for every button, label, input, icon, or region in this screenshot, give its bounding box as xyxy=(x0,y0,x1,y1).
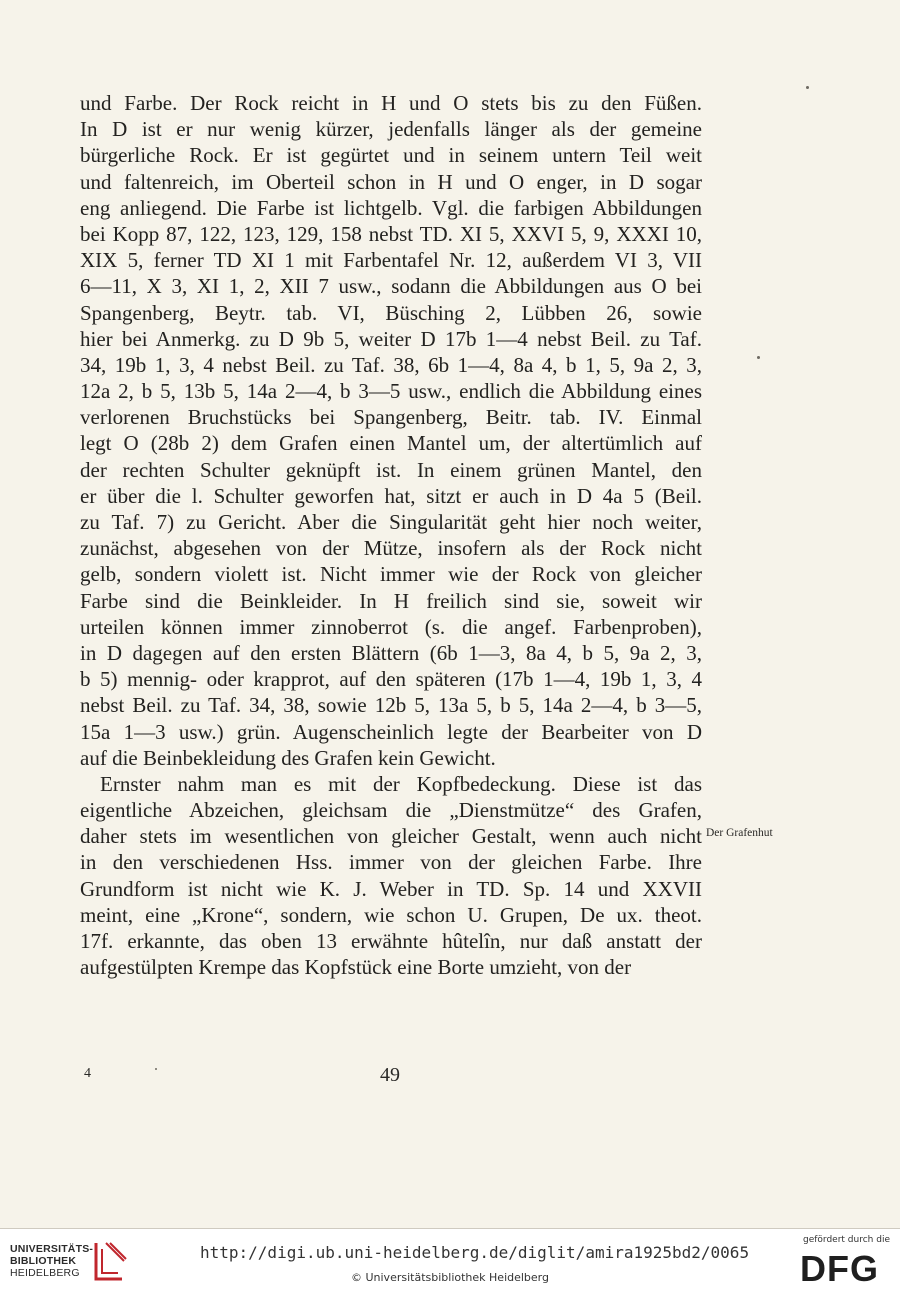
scan-speck xyxy=(155,1068,157,1070)
text-line: daher stets im wesentlichen von gleicher Gestalt, wenn auch nicht xyxy=(80,824,702,849)
text-line: und Farbe. Der Rock reicht in H und O stets bis zu den Füßen. xyxy=(80,91,702,115)
dfg-logo-text: DFG xyxy=(800,1249,879,1285)
text-line: zunächst, abgesehen von der Mütze, insofern als der Rock nicht xyxy=(80,536,702,561)
text-line: auf die Beinbekleidung des Grafen kein Gewicht. xyxy=(80,745,496,770)
text-line: Spangenberg, Beytr. tab. VI, Büsching 2, Lübben 26, sowie xyxy=(80,300,702,325)
body-text xyxy=(80,90,702,980)
margin-note: Der Grafenhut xyxy=(706,827,773,839)
text-line: bei Kopp 87, 122, 123, 129, 158 nebst TD. XI 5, XXVI 5, 9, XXXI 10, xyxy=(80,221,702,246)
library-name-line: BIBLIOTHEK xyxy=(10,1255,77,1267)
text-line: meint, eine „Krone“, sondern, wie schon U. Grupen, De ux. theot. xyxy=(80,902,702,927)
text-line: 12a 2, b 5, 13b 5, 14a 2—4, b 3—5 usw., endlich die Abbildung eines xyxy=(80,379,702,404)
text-line: 6—11, X 3, XI 1, 2, XII 7 usw., sodann die Abbildungen aus O bei xyxy=(80,274,702,299)
copyright-notice: © Universitätsbibliothek Heidelberg xyxy=(350,1271,549,1284)
text-line: eigentliche Abzeichen, gleichsam die „Dienstmütze“ des Grafen, xyxy=(80,798,702,823)
text-line: hier bei Anmerkg. zu D 9b 5, weiter D 17b 1—4 nebst Beil. zu Taf. xyxy=(80,326,702,351)
dfg-logo[interactable] xyxy=(794,1235,890,1287)
text-line: urteilen können immer zinnoberrot (s. die angef. Farbenproben), xyxy=(80,614,702,639)
text-line: 34, 19b 1, 3, 4 nebst Beil. zu Taf. 38, 6b 1—4, 8a 4, b 1, 5, 9a 2, 3, xyxy=(80,352,702,377)
text-line: Ernster nahm man es mit der Kopfbedeckung. Diese ist das xyxy=(100,771,702,796)
text-line: er über die l. Schulter geworfen hat, sitzt er auch in D 4a 5 (Beil. xyxy=(80,483,702,508)
text-line: und faltenreich, im Oberteil schon in H und O enger, in D sogar xyxy=(80,169,702,194)
text-line: 17f. erkannte, das oben 13 erwähnte hûtelîn, nur daß anstatt der xyxy=(80,929,702,953)
dfg-logo-icon xyxy=(798,1249,888,1285)
signature-mark: 4 xyxy=(84,1066,91,1081)
text-line: gelb, sondern violett ist. Nicht immer wie der Rock von gleicher xyxy=(80,562,702,587)
page-number: 49 xyxy=(380,1064,400,1086)
library-name-line: UNIVERSITÄTS- xyxy=(10,1243,94,1255)
text-line: aufgestülpten Krempe das Kopfstück eine Borte umzieht, von der xyxy=(80,955,632,980)
text-line: in D dagegen auf den ersten Blättern (6b 1—3, 8a 4, b 5, 9a 2, 3, xyxy=(80,640,702,665)
library-name xyxy=(10,1243,93,1279)
text-line: Farbe sind die Beinkleider. In H freilich sind sie, soweit wir xyxy=(80,588,702,613)
text-line: nebst Beil. zu Taf. 34, 38, sowie 12b 5, 13a 5, b 5, 14a 2—4, b 3—5, xyxy=(80,693,702,718)
permalink-url[interactable]: http://digi.ub.uni-heidelberg.de/diglit/amira1925bd2/0065 xyxy=(200,1243,750,1262)
text-line: zu Taf. 7) zu Gericht. Aber die Singularität geht hier noch weiter, xyxy=(80,510,702,534)
text-line: verlorenen Bruchstücks bei Spangenberg, Beitr. tab. IV. Einmal xyxy=(80,405,702,430)
text-line: XIX 5, ferner TD XI 1 mit Farbentafel Nr. 12, außerdem VI 3, VII xyxy=(80,248,702,273)
text-line: b 5) mennig- oder krapprot, auf den späteren (17b 1—4, 19b 1, 3, 4 xyxy=(80,667,702,692)
text-line: legt O (28b 2) dem Grafen einen Mantel um, der altertümlich auf xyxy=(80,431,702,456)
scan-speck xyxy=(806,86,809,89)
text-line: der rechten Schulter geknüpft ist. In einem grünen Mantel, den xyxy=(80,457,702,482)
text-line: In D ist er nur wenig kürzer, jedenfalls länger als der gemeine xyxy=(80,117,702,142)
text-line: Grundform ist nicht wie K. J. Weber in TD. Sp. 14 und XXVII xyxy=(80,876,702,901)
university-library-logo[interactable] xyxy=(10,1237,135,1285)
text-line: in den verschiedenen Hss. immer von der gleichen Farbe. Ihre xyxy=(80,850,702,875)
text-line: 15a 1—3 usw.) grün. Augenscheinlich legte der Bearbeiter von D xyxy=(80,719,702,744)
dfg-caption: gefördert durch die xyxy=(803,1235,890,1245)
library-name-line: HEIDELBERG xyxy=(10,1267,80,1279)
heidelberg-emblem-icon xyxy=(92,1239,128,1283)
text-line: eng anliegend. Die Farbe ist lichtgelb. Vgl. die farbigen Abbildungen xyxy=(80,195,702,220)
text-line: bürgerliche Rock. Er ist gegürtet und in seinem untern Teil weit xyxy=(80,143,702,168)
footer-bar xyxy=(0,1228,900,1293)
scan-speck xyxy=(757,356,760,359)
